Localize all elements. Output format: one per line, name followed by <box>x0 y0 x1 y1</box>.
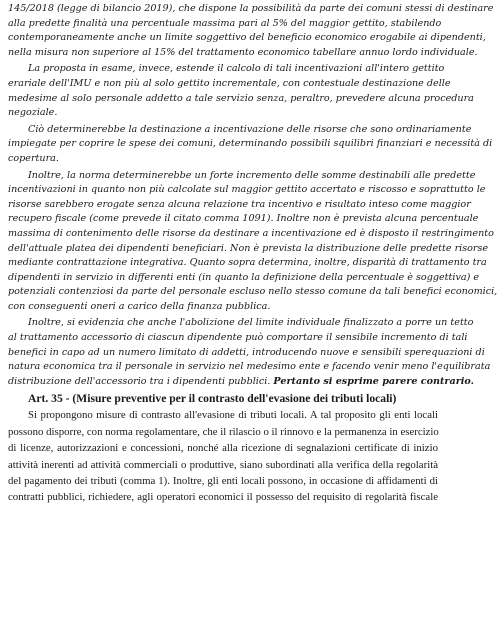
text-line: copertura. <box>8 152 59 164</box>
text-line: incentivazioni in quanto non più calcolate sul maggior gettito accertato e riscosso e soprattutto le <box>8 184 486 196</box>
text-line: dipendenti in servizio in differenti enti (in quanto la definizione della percentuale è soggettiva) e <box>8 271 480 283</box>
text-line: al trattamento accessorio di ciascun dipendente può comportare il sensibile incremento di tali <box>8 332 468 344</box>
text-line: alla predette finalità una percentuale massima pari al 5% del maggior gettito, stabilendo <box>8 17 442 29</box>
text-line: dell'attuale platea dei dipendenti beneficiari. Non è prevista la distribuzione delle predette risorse <box>8 242 489 254</box>
text-line: medesime al solo personale addetto a tale servizio senza, peraltro, prevedere alcuna procedura <box>8 92 474 104</box>
document-page <box>8 2 497 506</box>
paragraph-budget-law-reference <box>8 2 494 60</box>
text-line: benefici in capo ad un numero limitato di addetti, introducendo nuove e sensibili sperequazioni di <box>8 346 485 358</box>
text-line <box>8 375 474 390</box>
text-line: con conseguenti oneri a carico della finanza pubblica. <box>8 300 271 312</box>
text-line: contemporaneamente anche un limite soggettivo del beneficio economico erogabile ai dipendenti, <box>8 32 486 44</box>
paragraph-increase <box>8 169 497 315</box>
opinion-conclusion: Pertanto si esprime parere contrario. <box>273 375 474 387</box>
text-line: possono disporre, con norma regolamentare, che il rilascio o il rinnovo e la permanenza in esercizio <box>8 425 439 438</box>
text-line: recupero fiscale (come prevede il citato comma 1091). Inoltre non è prevista alcuna percentuale <box>8 213 479 225</box>
text-line: attività inerenti ad attività commerciali o produttive, siano subordinati alla verifica della regolarità <box>8 458 438 471</box>
text-line: contratti pubblici, richiedere, agli operatori economici il possesso del requisito di regolarità fiscale <box>8 491 438 504</box>
paragraph-article-35 <box>8 407 438 505</box>
text-line: Si propongono misure di contrasto all'evasione di tributi locali. A tal proposito gli enti locali <box>28 409 438 422</box>
text-line: nella misura non superiore al 15% del trattamento economico tabellare annuo lordo individuale. <box>8 46 478 58</box>
text-line: mediante contrattazione integrativa. Quanto sopra determina, inoltre, disparità di trattamento tra <box>8 257 487 269</box>
text-line: massima di contenimento delle risorse da destinare a incentivazione ed è disposto il restringimento <box>8 227 494 239</box>
paragraph-consequences <box>8 123 493 167</box>
text-line: del pagamento dei tributi (comma 1). Inoltre, gli enti locali possono, in occasione di affidamenti di <box>8 475 438 488</box>
text-line: Ciò determinerebbe la destinazione a incentivazione delle risorse che sono ordinariamente <box>28 123 472 135</box>
article-35-heading: Art. 35 - (Misure preventive per il contrasto dell'evasione dei tributi locali) <box>28 392 397 406</box>
text-line: natura economica tra il personale in servizio nel medesimo ente e facendo venir meno l'equilibrata <box>8 361 491 373</box>
text-line: Inoltre, la norma determinerebbe un forte incremento delle somme destinabili alle predette <box>28 169 476 181</box>
text-line: erariale dell'IMU e non più al solo gettito incrementale, con contestuale destinazione delle <box>8 77 451 89</box>
text-line: 145/2018 (legge di bilancio 2019), che dispone la possibilità da parte dei comuni stessi di destinare <box>8 3 494 14</box>
text-line: risorse sarebbero erogate senza alcuna relazione tra incentivo e risultato inteso come maggior <box>8 198 471 210</box>
paragraph-proposal <box>8 62 474 120</box>
paragraph-individual-limit <box>8 316 491 389</box>
text-line: La proposta in esame, invece, estende il calcolo di tali incentivazioni all'intero gettito <box>28 63 445 75</box>
text-line: di licenze, autorizzazioni e concessioni, nonché alla ricezione di segnalazioni certificate di inizio <box>8 442 438 455</box>
text-line: impiegate per coprire le spese dei comuni, determinando possibili squilibri finanziari e necessità di <box>8 138 493 150</box>
text-line: negoziale. <box>8 107 58 119</box>
text-line: Inoltre, si evidenzia che anche l'abolizione del limite individuale finalizzato a porre un tetto <box>28 317 474 329</box>
text-fragment: distribuzione dell'accessorio tra i dipendenti pubblici. <box>8 375 271 387</box>
text-line: potenziali contenziosi da parte del personale escluso nello stesso comune da tali benefici economici, <box>8 286 497 298</box>
